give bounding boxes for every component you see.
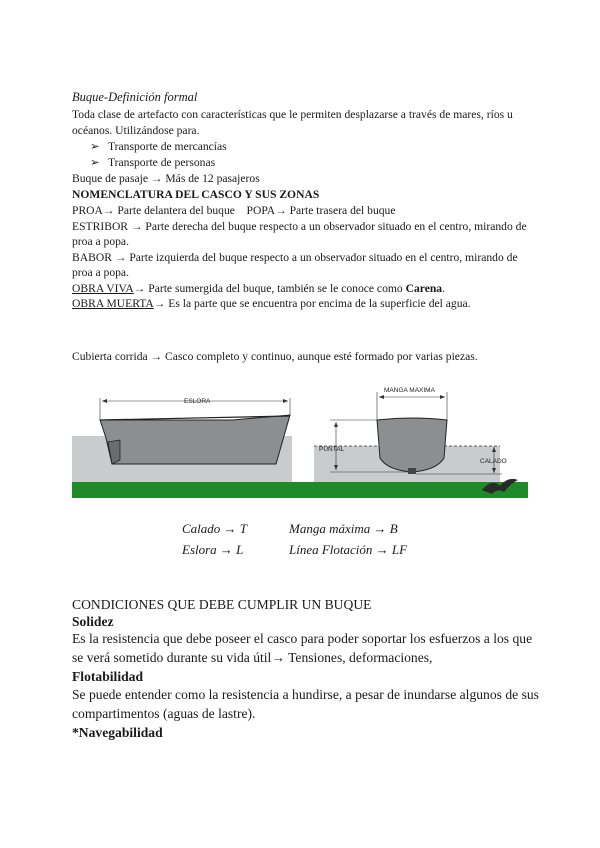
list-item-text: Transporte de mercancías — [108, 140, 227, 153]
uses-list — [90, 139, 227, 170]
hull-diagram — [72, 380, 528, 502]
eslora-label: ESLORA — [184, 398, 211, 405]
obra-viva-definition — [72, 281, 532, 297]
pasaje-line: Buque de pasaje → Más de 12 pasajeros — [72, 172, 260, 185]
proa-definition: PROA→ Parte delantera del buque — [72, 204, 235, 217]
obra-viva-text: → Parte sumergida del buque, también se le conoce como — [133, 281, 406, 295]
nomenclature-heading: NOMENCLATURA DEL CASCO Y SUS ZONAS — [72, 188, 320, 201]
definitions — [72, 203, 532, 312]
solidez-heading: Solidez — [72, 614, 114, 629]
legend-manga: Manga máxima → B — [289, 521, 398, 536]
list-item — [90, 155, 227, 171]
flotabilidad-text: Se puede entender como la resistencia a hundirse, a pesar de inundarse algunos de sus compartimentos (aguas de lastre). — [72, 687, 539, 721]
solidez-text: Es la resistencia que debe poseer el casco para poder soportar los esfuerzos a los que se verá sometido durante su vida útil→ Tensiones, deformaciones, — [72, 631, 533, 665]
section-hull — [377, 418, 447, 472]
side-hull — [100, 415, 290, 464]
obra-muerta-definition — [72, 296, 532, 312]
list-item — [90, 139, 227, 155]
obra-muerta-text: → Es la parte que se encuentra por encima de la superficie del agua. — [153, 297, 471, 310]
calado-label: CALADO — [480, 458, 507, 465]
estribor-definition: ESTRIBOR → Parte derecha del buque respecto a un observador situado en el centro, mirando de proa a popa. — [72, 219, 527, 248]
arrow-bullet-icon: ➢ — [90, 140, 100, 153]
puntal-label: PUNTAL — [319, 446, 345, 453]
legend-eslora: Eslora → L — [182, 542, 244, 557]
navegabilidad-heading: *Navegabilidad — [72, 725, 163, 740]
legend-linea-flotacion: Línea Flotación → LF — [289, 542, 408, 557]
proa-popa-line — [72, 203, 532, 219]
symbol-legend — [182, 518, 407, 560]
arrow-bullet-icon: ➢ — [90, 155, 100, 169]
manga-label: MANGA MAXIMA — [384, 387, 435, 394]
conditions-heading: CONDICIONES QUE DEBE CUMPLIR UN BUQUE — [72, 597, 372, 612]
popa-definition: POPA→ Parte trasera del buque — [246, 204, 396, 217]
obra-viva-term: OBRA VIVA — [72, 281, 134, 295]
carena-term: Carena — [405, 281, 443, 295]
legend-calado: Calado → T — [182, 521, 248, 536]
obra-muerta-term: OBRA MUERTA — [72, 297, 154, 310]
section-title: Buque-Definición formal — [72, 90, 198, 104]
keel — [408, 468, 416, 474]
intro-paragraph: Toda clase de artefacto con características que le permiten desplazarse a través de mares, ríos u océanos. Utilizándose para. — [72, 108, 513, 137]
legend-row — [182, 518, 407, 539]
babor-definition: BABOR → Parte izquierda del buque respecto a un observador situado en el centro, mirando de proa a popa. — [72, 250, 518, 279]
flotabilidad-heading: Flotabilidad — [72, 669, 144, 684]
list-item-text: Transporte de personas — [108, 155, 216, 169]
legend-row — [182, 539, 407, 560]
cubierta-line: Cubierta corrida → Casco completo y continuo, aunque esté formado por varias piezas. — [72, 350, 478, 363]
obra-viva-end: . — [442, 281, 445, 295]
ground-strip — [72, 482, 528, 498]
